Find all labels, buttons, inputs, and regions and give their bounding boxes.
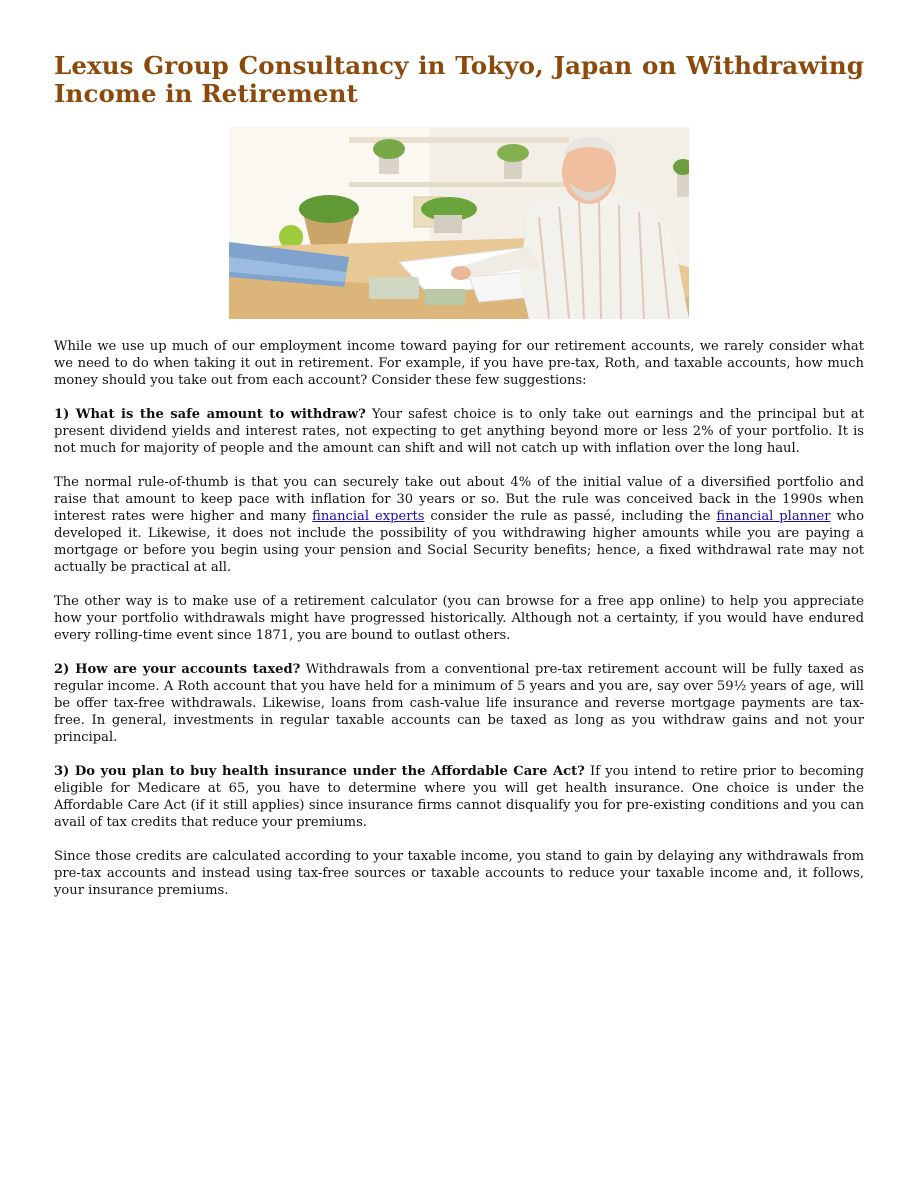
article-title: Lexus Group Consultancy in Tokyo, Japan on Withdrawing Income in Retirement	[54, 51, 864, 108]
document-page	[54, 51, 864, 898]
rule-text-part3: who developed it. Likewise, it does not include the possibility of you withdrawing higher amounts while you are paying a mortgage or before you begin using your pension and Social Security benefits; hence, a fixed withdrawal rate may not actually be practical at all.	[54, 509, 864, 575]
financial-planner-link[interactable]: financial planner	[716, 509, 831, 524]
question-2-paragraph	[54, 661, 864, 746]
rule-text-part2: consider the rule as passé, including the	[424, 509, 717, 524]
question-3-text: If you intend to retire prior to becoming eligible for Medicare at 65, you have to determine where you will get health insurance. One choice is under the Affordable Care Act (if it still applies) since insurance firms cannot disqualify you for pre-existing conditions and you can avail of tax credits that reduce your premiums.	[54, 764, 864, 830]
financial-experts-link[interactable]: financial experts	[312, 509, 425, 524]
retiree-photo-icon	[229, 127, 689, 319]
question-2-text: Withdrawals from a conventional pre-tax retirement account will be fully taxed as regular income. A Roth account that you have held for a minimum of 5 years and you are, say over 59½ years of age, will be offer tax-free withdrawals. Likewise, loans from cash-value life insurance and reverse mortgage payments are tax-free. In general, investments in regular taxable accounts can be taxed as long as you withdraw gains and not your principal.	[54, 662, 864, 745]
article-body	[54, 338, 864, 916]
question-2-heading: 2) How are your accounts taxed?	[54, 662, 301, 677]
question-1-heading: 1) What is the safe amount to withdraw?	[54, 407, 366, 422]
closing-paragraph: Since those credits are calculated according to your taxable income, you stand to gain by delaying any withdrawals from pre-tax accounts and instead using tax-free sources or taxable accounts to reduce your taxable income and, it follows, your insurance premiums.	[54, 849, 864, 898]
rule-of-thumb-paragraph	[54, 474, 864, 576]
question-3-heading: 3) Do you plan to buy health insurance under the Affordable Care Act?	[54, 764, 585, 779]
calculator-paragraph: The other way is to make use of a retirement calculator (you can browse for a free app online) to help you appreciate how your portfolio withdrawals might have progressed historically. Although not a certainty, if you would have endured every rolling-time event since 1871, you are bound to outlast others.	[54, 594, 864, 643]
question-1-paragraph	[54, 406, 864, 457]
question-3-paragraph	[54, 763, 864, 831]
question-1-text: Your safest choice is to only take out earnings and the principal but at present dividend yields and interest rates, not expecting to get anything beyond more or less 2% of your portfolio. It is not much for majority of people and the amount can shift and will not catch up with inflation over the long haul.	[54, 407, 864, 456]
rule-text-part1: The normal rule-of-thumb is that you can securely take out about 4% of the initial value of a diversified portfolio and raise that amount to keep pace with inflation for 30 years or so. But the rule was conceived back in the 1990s when interest rates were higher and many	[54, 475, 864, 524]
intro-paragraph: While we use up much of our employment income toward paying for our retirement accounts, we rarely consider what we need to do when taking it out in retirement. For example, if you have pre-tax, Roth, and taxable accounts, how much money should you take out from each account? Consider these few suggestions:	[54, 339, 864, 388]
